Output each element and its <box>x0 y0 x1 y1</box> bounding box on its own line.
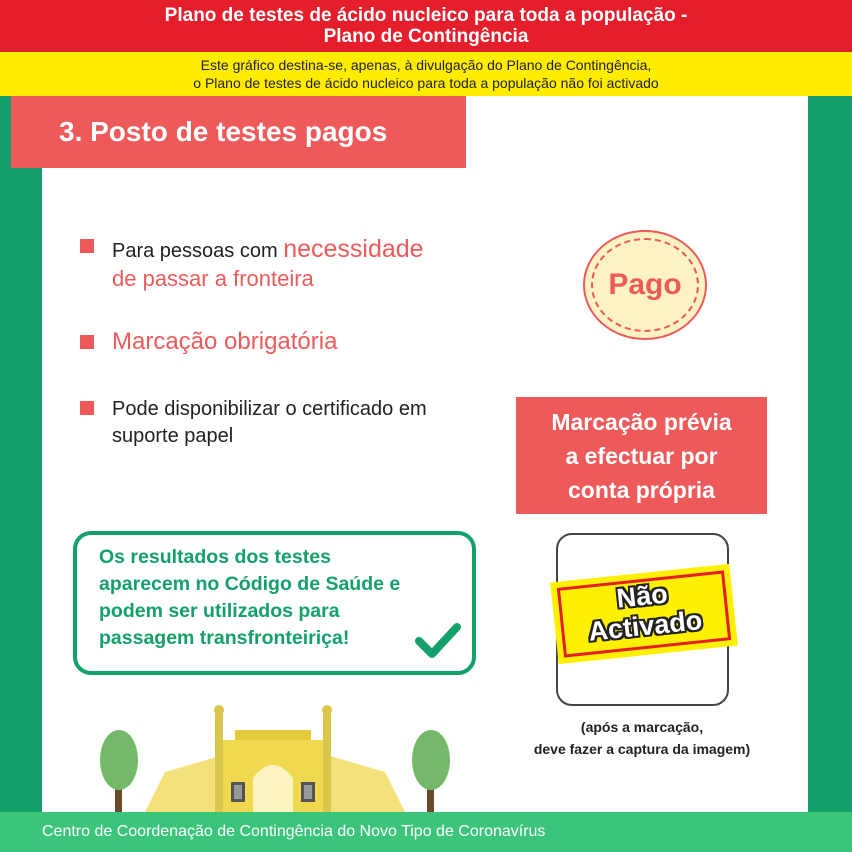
bullet-square-icon <box>80 401 94 415</box>
screenshot-caption <box>512 716 772 760</box>
bullet2-text: Marcação obrigatória <box>112 328 338 355</box>
section-title: 3. Posto de testes pagos <box>11 96 466 168</box>
bullet1-highlight1: necessidade <box>283 235 424 263</box>
notice-banner <box>0 52 852 96</box>
bullet-border-crossing <box>80 236 424 294</box>
results-info-box <box>73 531 476 675</box>
booking-line3: conta própria <box>568 476 715 503</box>
self-booking-box <box>516 397 767 514</box>
border-gate-illustration <box>95 700 465 812</box>
notice-line1: Este gráfico destina-se, apenas, à divulgação do Plano de Contingência, <box>200 57 652 73</box>
bullet-square-icon <box>80 239 94 253</box>
bullet3-line2: suporte papel <box>112 425 234 447</box>
banner-title-line1: Plano de testes de ácido nucleico para toda a população - <box>164 5 688 26</box>
bullet3-line1: Pode disponibilizar o certificado em <box>112 398 427 420</box>
booking-line1: Marcação prévia <box>551 408 732 435</box>
paid-stamp-label: Pago <box>591 238 699 332</box>
bullet1-highlight2: de passar a fronteira <box>112 266 314 291</box>
footer-organization: Centro de Coordenação de Contingência do Novo Tipo de Coronavírus <box>0 812 852 852</box>
caption-line1: (após a marcação, <box>580 719 704 735</box>
not-activated-line2: Activado <box>586 605 704 647</box>
booking-line2: a efectuar por <box>565 442 718 469</box>
caption-line2: deve fazer a captura da imagem) <box>533 741 751 757</box>
results-line2: aparecem no Código de Saúde e <box>99 573 401 595</box>
notice-line2: o Plano de testes de ácido nucleico para toda a população não foi activado <box>193 75 659 91</box>
bullet-paper-certificate <box>80 396 427 450</box>
bullet-mandatory-booking <box>80 328 337 356</box>
paid-stamp <box>583 230 707 340</box>
results-line1: Os resultados dos testes <box>99 546 331 568</box>
bullet-square-icon <box>80 335 94 349</box>
bullet1-prefix: Para pessoas com <box>112 240 278 262</box>
not-activated-line1: Não <box>615 578 670 614</box>
results-line3: podem ser utilizados para <box>99 600 340 622</box>
results-line4: passagem transfronteiriça! <box>99 627 350 649</box>
banner-title-line2: Plano de Contingência <box>323 26 529 47</box>
checkmark-icon <box>415 621 461 661</box>
top-banner <box>0 0 852 52</box>
